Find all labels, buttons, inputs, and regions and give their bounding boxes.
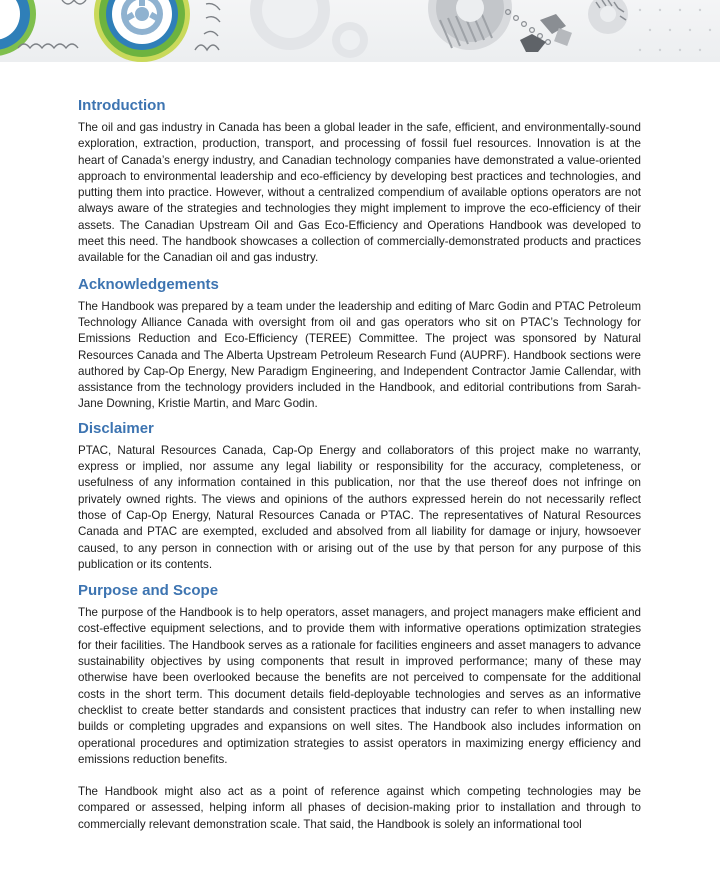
purpose-paragraph-2: The Handbook might also act as a point of reference against which competing technologies may be compared or assessed, helping inform all phases of decision-making prior to installation and through to commercially relevant demonstration scale. That said, the Handbook is solely an informational tool [78,785,641,831]
main-gear-icon [94,0,190,62]
purpose-heading: Purpose and Scope [78,582,219,600]
header-banner [0,0,720,62]
introduction-section [78,96,641,267]
introduction-heading: Introduction [78,97,166,114]
gear-pattern-graphic [0,0,720,62]
acknowledgements-heading: Acknowledgements [78,275,219,293]
purpose-section [78,581,641,833]
faint-gears [250,0,368,58]
acknowledgements-section [78,275,641,413]
disclaimer-heading: Disclaimer [78,419,154,437]
gear-teeth-outline [195,4,220,50]
disclaimer-section [78,419,641,573]
striped-gear-icon [428,0,512,50]
faint-dot-grid [639,9,711,51]
dark-cog-icon [520,14,572,52]
disclaimer-paragraph: PTAC, Natural Resources Canada, Cap-Op Energy and collaborators of this project make no warranty, express or implied, nor assume any legal liability or responsibility for the accuracy, completeness, or usefulness of any information contained in this publication, nor that the use thereof does not infringe on privately owned rights. The views and opinions of the authors expressed herein do not necessarily reflect those of Cap-Op Energy, Natural Resources Canada or PTAC. The representatives of Natural Resources Canada and PTAC are exempted, excluded and absolved from all liability for damage or injury, howsoever caused, to any person in connection with or arising out of the use by that person for any purpose of this publication or its contents. [78,443,641,571]
document-body [78,96,641,845]
introduction-paragraph: The oil and gas industry in Canada has been a global leader in the safe, efficient, and environmentally-sound exploration, extraction, production, transport, and processing of fossil fuel resources. Innovation is at the heart of Canada’s energy industry, and Canadian technology companies have demonstrated a value-oriented approach to environmental leadership and eco-efficiency by developing best practices and technologies, and putting them into practice. However, without a centralized compendium of available options operators are not always aware of the strategies and technologies they might implement to improve the eco-efficiency of their assets. The Canadian Upstream Oil and Gas Eco-Efficiency and Operations Handbook was developed to meet this need. The handbook showcases a collection of commercially-demonstrated products and practices available for the Canadian oil and gas industry. [78,121,641,265]
acknowledgements-paragraph: The Handbook was prepared by a team under the leadership and editing of Marc Godin and PTAC Petroleum Technology Alliance Canada with oversight from oil and gas operators who sit on PTAC’s Technology for Emissions Reduction and Eco-Efficiency (TEREE) Committee. The project was sponsored by Natural Resources Canada and The Alberta Upstream Petroleum Research Fund (AUPRF). Handbook sections were authored by Cap-Op Energy, New Paradigm Engineering, and Independent Contractor Jamie Callendar, with assistance from the technology providers included in the Handbook, and editorial contributions from Sarah-Jane Downing, Kristie Martin, and Marc Godin. [78,299,641,411]
purpose-paragraph-1: The purpose of the Handbook is to help operators, asset managers, and project managers make efficient and cost-effective equipment selections, and to provide them with informative operations optimization strategies for their facilities. The Handbook serves as a rationale for facilities engineers and asset managers to advance sustainability objectives by using components that result in improved performance; many of these may otherwise have been overlooked because the benefits are not perceived to compensate for the additional costs in the short term. This document details field-deployable technologies and serves as an informative checklist to create better standards and consistent practices that industry can refer to when installing new builds or completing upgrades and expansions on well sites. The Handbook also includes information on operational procedures and optimization strategies to assist operators in maximizing energy efficiency and emissions reduction benefits. [78,606,641,766]
far-right-gear-icon [588,0,628,34]
